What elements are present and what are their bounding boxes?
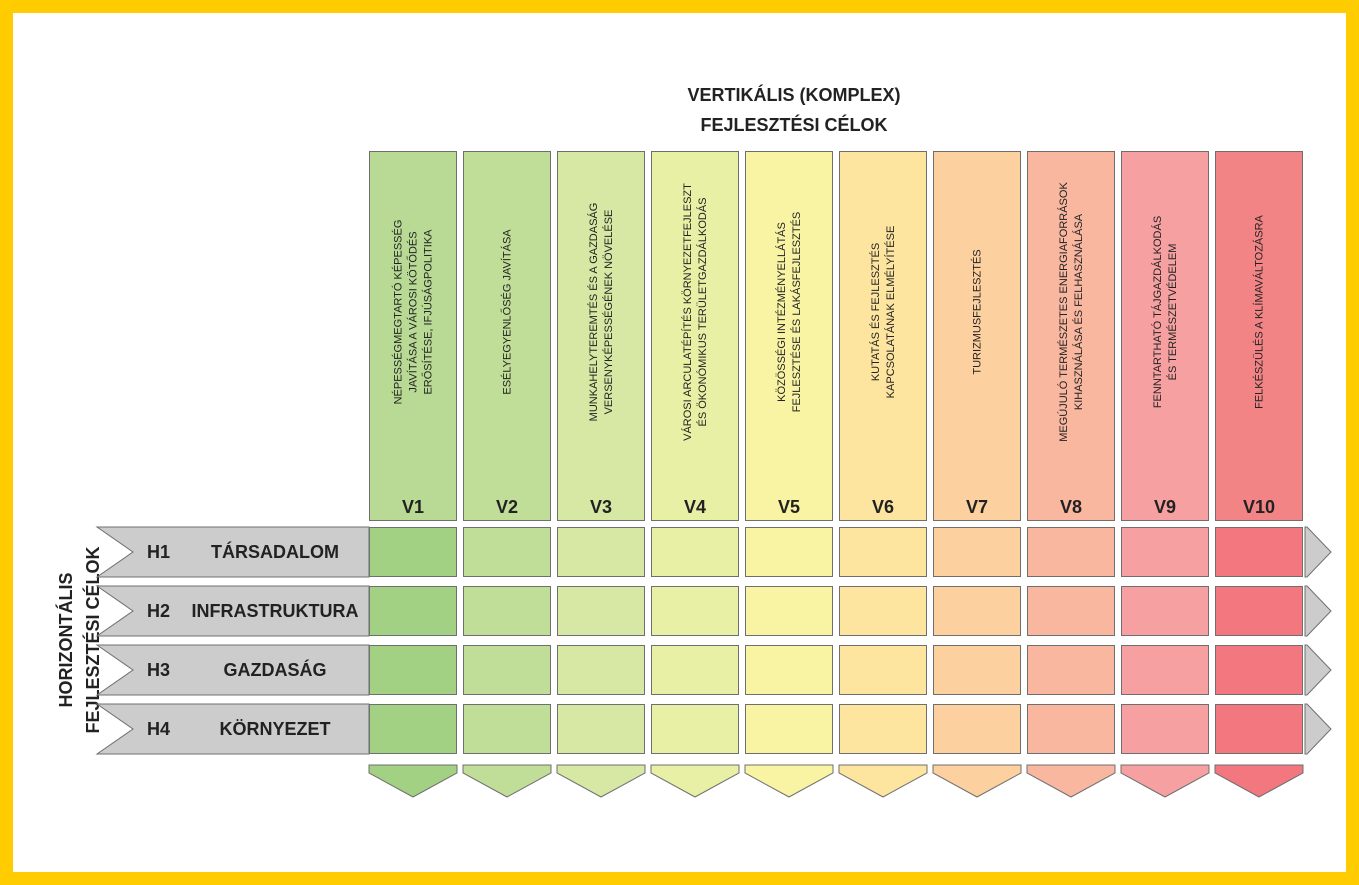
cell-h2-v5 [745, 586, 833, 636]
row-arrow-head-h2 [1305, 586, 1331, 636]
column-arrow-v2 [463, 765, 551, 797]
cell-h1-v6 [839, 527, 927, 577]
column-arrow-v7 [933, 765, 1021, 797]
column-arrow-v8 [1027, 765, 1115, 797]
vertical-title-line-2: FEJLESZTÉSI CÉLOK [700, 115, 888, 135]
column-v8 [1027, 151, 1115, 521]
column-label-v8: MEGÚJULÓ TERMÉSZETES ENERGIAFORRÁSOK KIHASZNÁLÁSA ÉS FELHASZNÁLÁSA [1058, 182, 1085, 442]
column-label-v6: KUTATÁS ÉS FEJLESZTÉS KAPCSOLATÁNAK ELMÉLYÍTÉSE [870, 225, 897, 399]
column-arrow-v6 [839, 765, 927, 797]
cell-h4-v10 [1215, 704, 1303, 754]
column-label-v1: NÉPESSÉGMEGTARTÓ KÉPESSÉG JAVÍTÁSA A VÁROSI KÖTŐDÉS ERŐSÍTÉSE, IFJÚSÁGPOLITIKA [392, 219, 435, 405]
cell-h4-v2 [463, 704, 551, 754]
column-arrow-v9 [1121, 765, 1209, 797]
cell-h1-v10 [1215, 527, 1303, 577]
cell-h2-v6 [839, 586, 927, 636]
cell-h1-v1 [369, 527, 457, 577]
column-label-v4: VÁROSI ARCULATÉPÍTÉS KÖRNYEZETFEJLESZT ÉS ÖKONÓMIKUS TERÜLETGAZDÁLKODÁS [682, 183, 709, 441]
column-label-v7: TURIZMUSFEJLESZTÉS [971, 249, 984, 375]
column-arrow-v10 [1215, 765, 1303, 797]
cell-h3-v4 [651, 645, 739, 695]
column-v5 [745, 151, 833, 521]
column-v10 [1215, 151, 1303, 521]
cell-h2-v10 [1215, 586, 1303, 636]
horizontal-title-line-1: HORIZONTÁLIS [56, 572, 76, 708]
column-label-v9: FENNTARTHATÓ TÁJGAZDÁLKODÁS ÉS TERMÉSZETVÉDELEM [1152, 215, 1179, 409]
cell-h3-v10 [1215, 645, 1303, 695]
column-code-v8: V8 [1059, 497, 1083, 517]
cell-h1-v4 [651, 527, 739, 577]
cell-h2-v4 [651, 586, 739, 636]
vertical-title-line-1: VERTIKÁLIS (KOMPLEX) [687, 85, 901, 105]
horizontal-title-line-2: FEJLESZTÉSI CÉLOK [83, 546, 103, 734]
column-label-v2: ESÉLYEGYENLŐSÉG JAVÍTÁSA [501, 229, 514, 395]
row-code-h3: H3 [147, 660, 171, 680]
cell-h4-v8 [1027, 704, 1115, 754]
row-arrow-head-h4 [1305, 704, 1331, 754]
column-arrow-v5 [745, 765, 833, 797]
cell-h2-v8 [1027, 586, 1115, 636]
cell-h2-v7 [933, 586, 1021, 636]
column-code-v5: V5 [777, 497, 801, 517]
cell-h1-v9 [1121, 527, 1209, 577]
column-v9 [1121, 151, 1209, 521]
column-code-v10: V10 [1242, 497, 1276, 517]
cell-h3-v3 [557, 645, 645, 695]
cell-h4-v7 [933, 704, 1021, 754]
row-code-h2: H2 [147, 601, 171, 621]
column-v7 [933, 151, 1021, 521]
cell-h4-v4 [651, 704, 739, 754]
column-code-v1: V1 [401, 497, 425, 517]
cell-h3-v7 [933, 645, 1021, 695]
cell-h1-v3 [557, 527, 645, 577]
row-code-h4: H4 [147, 719, 171, 739]
cell-h4-v9 [1121, 704, 1209, 754]
column-v4 [651, 151, 739, 521]
cell-h1-v8 [1027, 527, 1115, 577]
cell-h2-v9 [1121, 586, 1209, 636]
cell-h4-v5 [745, 704, 833, 754]
cell-h2-v1 [369, 586, 457, 636]
row-arrow-head-h3 [1305, 645, 1331, 695]
column-code-v9: V9 [1153, 497, 1177, 517]
row-code-h1: H1 [147, 542, 171, 562]
row-label-h2: INFRASTRUKTURA [191, 601, 359, 621]
cell-h1-v2 [463, 527, 551, 577]
column-code-v7: V7 [965, 497, 989, 517]
cell-h4-v6 [839, 704, 927, 754]
column-v1 [369, 151, 457, 521]
row-label-h4: KÖRNYEZET [219, 719, 331, 739]
cell-h3-v2 [463, 645, 551, 695]
cell-h3-v5 [745, 645, 833, 695]
column-v2 [463, 151, 551, 521]
column-arrow-v4 [651, 765, 739, 797]
cell-h4-v3 [557, 704, 645, 754]
cell-h1-v5 [745, 527, 833, 577]
column-code-v2: V2 [495, 497, 519, 517]
column-label-v5: KÖZÖSSÉGI INTÉZMÉNYELLÁTÁS FEJLESZTÉSE ÉS LAKÁSFEJLESZTÉS [776, 211, 803, 413]
column-arrow-v3 [557, 765, 645, 797]
column-code-v4: V4 [683, 497, 707, 517]
row-arrow-head-h1 [1305, 527, 1331, 577]
cell-h3-v9 [1121, 645, 1209, 695]
column-code-v3: V3 [589, 497, 613, 517]
row-label-h1: TÁRSADALOM [211, 542, 339, 562]
row-label-h3: GAZDASÁG [223, 660, 327, 680]
column-label-v10: FELKÉSZÜLÉS A KLÍMAVÁLTOZÁSRA [1253, 215, 1266, 409]
column-code-v6: V6 [871, 497, 895, 517]
cell-h3-v8 [1027, 645, 1115, 695]
cell-h2-v3 [557, 586, 645, 636]
cell-h2-v2 [463, 586, 551, 636]
column-label-v3: MUNKAHELYTEREMTÉS ÉS A GAZDASÁG VERSENYKÉPESSÉGÉNEK NÖVELÉSE [588, 202, 615, 422]
column-v6 [839, 151, 927, 521]
column-v3 [557, 151, 645, 521]
cell-h3-v1 [369, 645, 457, 695]
cell-h4-v1 [369, 704, 457, 754]
column-arrow-v1 [369, 765, 457, 797]
cell-h1-v7 [933, 527, 1021, 577]
cell-h3-v6 [839, 645, 927, 695]
